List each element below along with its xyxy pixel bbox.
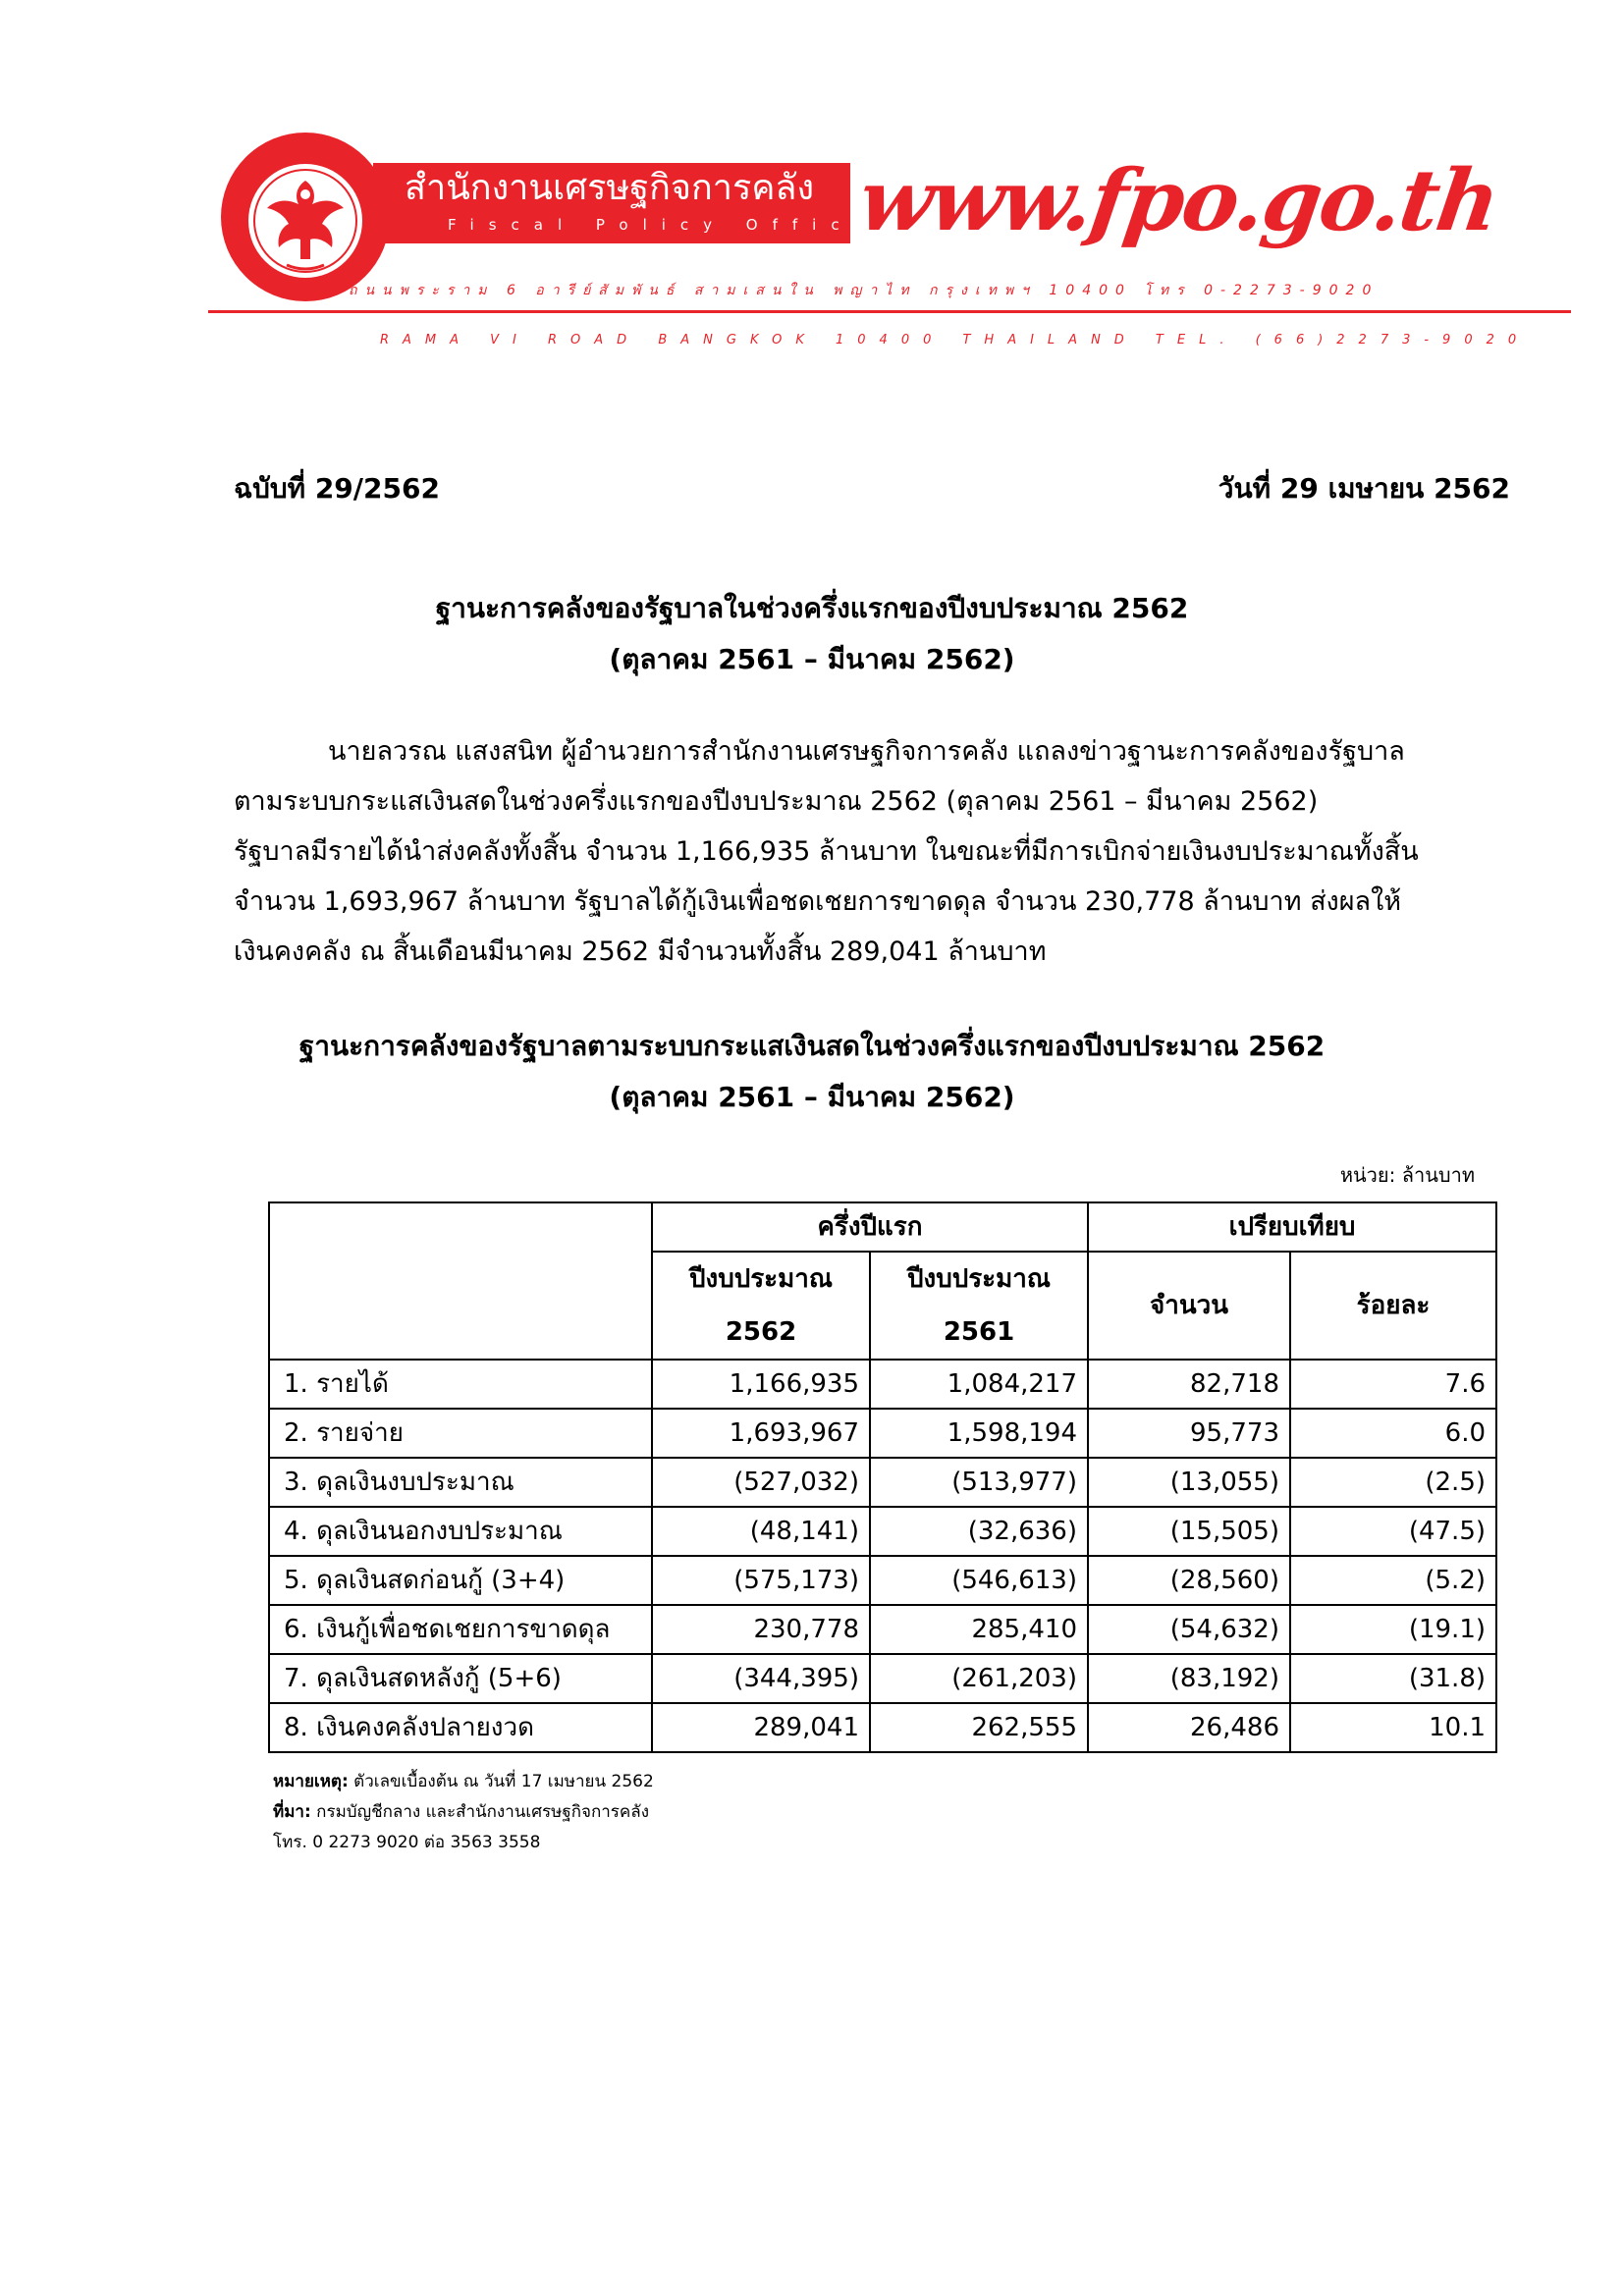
table-row [269,1360,1496,1409]
address-english: RAMA VI ROAD BANGKOK 10400 THAILAND TEL. (66)2273-9020 [380,333,1531,347]
cell-amount: (13,055) [1088,1458,1290,1507]
cell-amount: (54,632) [1088,1605,1290,1654]
website-url[interactable]: www.fpo.go.th [852,151,1504,250]
remark-note [273,1767,654,1797]
unit-label: หน่วย: ล้านบาท [1339,1163,1475,1187]
row-label: 1. รายได้ [269,1360,652,1409]
cell-amount: 95,773 [1088,1409,1290,1458]
cell-percent: (47.5) [1290,1507,1496,1556]
cell-percent: (19.1) [1290,1605,1496,1654]
cell-amount: (15,505) [1088,1507,1290,1556]
row-label: 4. ดุลเงินนอกงบประมาณ [269,1507,652,1556]
cell-amount: 82,718 [1088,1360,1290,1409]
contact-phone: โทร. 0 2273 9020 ต่อ 3563 3558 [273,1833,541,1852]
header-percent: ร้อยละ [1290,1252,1496,1360]
row-label: 8. เงินคงคลังปลายงวด [269,1703,652,1752]
header-fy2561 [870,1252,1088,1360]
cell-percent: (2.5) [1290,1458,1496,1507]
source-note [273,1797,654,1828]
cell-percent: 10.1 [1290,1703,1496,1752]
cell-fy2562: 289,041 [652,1703,870,1752]
source-label: ที่มา: [273,1802,311,1822]
header-fy2562 [652,1252,870,1360]
issue-date: วันที่ 29 เมษายน 2562 [1218,472,1510,505]
cell-fy2562: (48,141) [652,1507,870,1556]
table-title: ฐานะการคลังของรัฐบาลตามระบบกระแสเงินสดในช่วงครึ่งแรกของปีงบประมาณ 2562 [298,1030,1326,1062]
paragraph-line: ตามระบบกระแสเงินสดในช่วงครึ่งแรกของปีงบประมาณ 2562 (ตุลาคม 2561 – มีนาคม 2562) [234,786,1319,817]
table-row [269,1507,1496,1556]
row-label: 5. ดุลเงินสดก่อนกู้ (3+4) [269,1556,652,1605]
table-row [269,1703,1496,1752]
address-thai: ถนนพระราม 6 อารีย์สัมพันธ์ สามเสนใน พญาไท กรุงเทพฯ 10400 โทร 0-2273-9020 [349,283,1380,298]
header-blank [269,1202,652,1360]
row-label: 7. ดุลเงินสดหลังกู้ (5+6) [269,1654,652,1703]
cell-fy2562: 1,693,967 [652,1409,870,1458]
issue-number: ฉบับที่ 29/2562 [234,472,440,505]
cell-amount: 26,486 [1088,1703,1290,1752]
cell-fy2561: (546,613) [870,1556,1088,1605]
row-label: 6. เงินกู้เพื่อชดเชยการขาดดุล [269,1605,652,1654]
agency-name-thai: สำนักงานเศรษฐกิจการคลัง [405,168,815,208]
cell-fy2562: (344,395) [652,1654,870,1703]
press-paragraph [234,726,1441,977]
cell-fy2561: (513,977) [870,1458,1088,1507]
cell-amount: (83,192) [1088,1654,1290,1703]
headline-title: ฐานะการคลังของรัฐบาลในช่วงครึ่งแรกของปีงบประมาณ 2562 [435,592,1189,624]
source-text: กรมบัญชีกลาง และสำนักงานเศรษฐกิจการคลัง [310,1802,650,1822]
table-notes [273,1767,654,1858]
header-fy2562-line1: ปีงบประมาณ [689,1264,833,1294]
paragraph-line: นายลวรณ แสงสนิท ผู้อำนวยการสำนักงานเศรษฐกิจการคลัง แถลงข่าวฐานะการคลังของรัฐบาล [328,736,1405,767]
cell-fy2561: 262,555 [870,1703,1088,1752]
header-fy2561-line2: 2561 [943,1317,1015,1347]
cell-percent: 7.6 [1290,1360,1496,1409]
table-row [269,1556,1496,1605]
table-row [269,1458,1496,1507]
cell-fy2562: (575,173) [652,1556,870,1605]
row-label: 3. ดุลเงินงบประมาณ [269,1458,652,1507]
cell-fy2562: 1,166,935 [652,1360,870,1409]
table-row [269,1605,1496,1654]
cell-amount: (28,560) [1088,1556,1290,1605]
row-label: 2. รายจ่าย [269,1409,652,1458]
cell-fy2562: (527,032) [652,1458,870,1507]
remark-text: ตัวเลขเบื้องต้น ณ วันที่ 17 เมษายน 2562 [348,1772,654,1791]
header-fy2561-line1: ปีงบประมาณ [907,1264,1051,1294]
cell-fy2562: 230,778 [652,1605,870,1654]
cell-fy2561: (261,203) [870,1654,1088,1703]
paragraph-line: จำนวน 1,693,967 ล้านบาท รัฐบาลได้กู้เงินเพื่อชดเชยการขาดดุล จำนวน 230,778 ล้านบาท ส่งผลให้ [234,886,1402,917]
header-fy2562-line2: 2562 [725,1317,797,1347]
table-period: (ตุลาคม 2561 – มีนาคม 2562) [609,1081,1015,1113]
header-amount: จำนวน [1088,1252,1290,1360]
cell-fy2561: 285,410 [870,1605,1088,1654]
cell-fy2561: 1,598,194 [870,1409,1088,1458]
cell-fy2561: (32,636) [870,1507,1088,1556]
fiscal-position-table [268,1201,1497,1753]
cell-percent: (5.2) [1290,1556,1496,1605]
paragraph-line: เงินคงคลัง ณ สิ้นเดือนมีนาคม 2562 มีจำนวนทั้งสิ้น 289,041 ล้านบาท [234,936,1047,967]
remark-label: หมายเหตุ: [273,1772,349,1791]
agency-name-english: Fiscal Policy Office [448,216,878,234]
table-row [269,1409,1496,1458]
headline-period: (ตุลาคม 2561 – มีนาคม 2562) [609,643,1015,675]
header-first-half: ครึ่งปีแรก [652,1202,1088,1252]
cell-percent: (31.8) [1290,1654,1496,1703]
cell-fy2561: 1,084,217 [870,1360,1088,1409]
header-compare: เปรียบเทียบ [1088,1202,1496,1252]
paragraph-line: รัฐบาลมีรายได้นำส่งคลังทั้งสิ้น จำนวน 1,166,935 ล้านบาท ในขณะที่มีการเบิกจ่ายเงินงบประมาณทั้งสิ้น [234,836,1419,867]
table-row [269,1654,1496,1703]
cell-percent: 6.0 [1290,1409,1496,1458]
letterhead-divider [208,310,1571,313]
